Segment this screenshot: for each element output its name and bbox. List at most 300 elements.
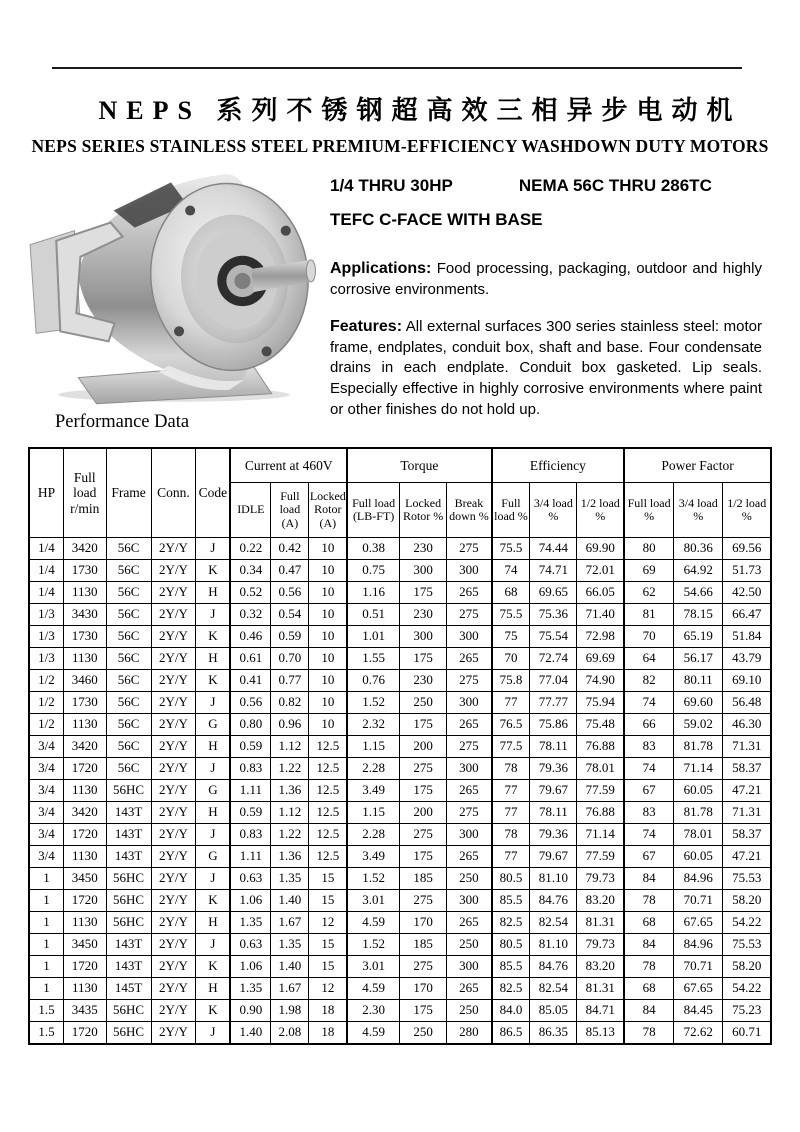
table-cell: 1/2 bbox=[29, 692, 63, 714]
table-cell: J bbox=[196, 868, 230, 890]
table-cell: 70 bbox=[624, 626, 673, 648]
table-cell: 1 bbox=[29, 868, 63, 890]
table-cell: 0.59 bbox=[230, 736, 270, 758]
table-cell: 250 bbox=[447, 934, 492, 956]
table-cell: 78.11 bbox=[530, 736, 577, 758]
table-cell: 12.5 bbox=[309, 758, 347, 780]
table-cell: G bbox=[196, 714, 230, 736]
table-cell: 1.55 bbox=[347, 648, 399, 670]
table-cell: 67 bbox=[624, 780, 673, 802]
table-cell: 300 bbox=[447, 824, 492, 846]
col-header-full-load-a: Full load (A) bbox=[271, 483, 309, 538]
table-row bbox=[29, 802, 771, 824]
table-cell: 66 bbox=[624, 714, 673, 736]
table-cell: 1.11 bbox=[230, 780, 270, 802]
table-cell: 1/3 bbox=[29, 604, 63, 626]
table-cell: 2Y/Y bbox=[151, 626, 196, 648]
table-cell: 0.70 bbox=[271, 648, 309, 670]
table-cell: 275 bbox=[447, 604, 492, 626]
table-cell: 78 bbox=[492, 824, 530, 846]
table-cell: 54.66 bbox=[674, 582, 723, 604]
table-cell: 56HC bbox=[106, 890, 151, 912]
table-cell: 60.71 bbox=[723, 1022, 771, 1045]
table-cell: 1.35 bbox=[271, 868, 309, 890]
table-cell: 0.34 bbox=[230, 560, 270, 582]
table-cell: 185 bbox=[400, 934, 447, 956]
table-cell: 1720 bbox=[63, 824, 106, 846]
table-cell: 77 bbox=[492, 780, 530, 802]
table-cell: 72.62 bbox=[674, 1022, 723, 1045]
performance-table-body bbox=[29, 538, 771, 1045]
table-cell: 12.5 bbox=[309, 824, 347, 846]
table-cell: 143T bbox=[106, 846, 151, 868]
table-cell: 56C bbox=[106, 560, 151, 582]
table-cell: 10 bbox=[309, 538, 347, 560]
table-cell: 2Y/Y bbox=[151, 978, 196, 1000]
table-cell: 0.38 bbox=[347, 538, 399, 560]
table-cell: 83 bbox=[624, 736, 673, 758]
table-cell: 69.69 bbox=[577, 648, 624, 670]
table-cell: 86.5 bbox=[492, 1022, 530, 1045]
table-cell: 1.5 bbox=[29, 1022, 63, 1045]
table-cell: 1.15 bbox=[347, 802, 399, 824]
hp-range: 1/4 THRU 30HP bbox=[330, 176, 453, 195]
table-cell: 250 bbox=[400, 692, 447, 714]
table-cell: 82.54 bbox=[530, 978, 577, 1000]
table-cell: 0.56 bbox=[271, 582, 309, 604]
table-cell: 10 bbox=[309, 648, 347, 670]
table-cell: 75.23 bbox=[723, 1000, 771, 1022]
table-cell: 275 bbox=[400, 824, 447, 846]
table-cell: 3/4 bbox=[29, 758, 63, 780]
table-cell: J bbox=[196, 758, 230, 780]
table-cell: 1 bbox=[29, 934, 63, 956]
col-header-pf-full: Full load % bbox=[624, 483, 673, 538]
table-cell: 1.15 bbox=[347, 736, 399, 758]
table-cell: 84 bbox=[624, 934, 673, 956]
table-cell: 2Y/Y bbox=[151, 736, 196, 758]
table-cell: 68 bbox=[624, 912, 673, 934]
table-cell: 4.59 bbox=[347, 1022, 399, 1045]
table-cell: 78.01 bbox=[674, 824, 723, 846]
table-cell: 2Y/Y bbox=[151, 1022, 196, 1045]
table-row bbox=[29, 1000, 771, 1022]
table-row bbox=[29, 846, 771, 868]
table-cell: 1/3 bbox=[29, 648, 63, 670]
table-cell: 1.67 bbox=[271, 912, 309, 934]
features-label: Features: bbox=[330, 317, 403, 335]
table-cell: 56C bbox=[106, 692, 151, 714]
table-cell: 81 bbox=[624, 604, 673, 626]
table-cell: 69.60 bbox=[674, 692, 723, 714]
table-cell: 0.77 bbox=[271, 670, 309, 692]
table-cell: 3.01 bbox=[347, 890, 399, 912]
table-cell: 1.98 bbox=[271, 1000, 309, 1022]
table-cell: 0.83 bbox=[230, 758, 270, 780]
table-cell: 43.79 bbox=[723, 648, 771, 670]
table-cell: 75.5 bbox=[492, 604, 530, 626]
group-header-torque: Torque bbox=[347, 448, 491, 483]
table-cell: 78.01 bbox=[577, 758, 624, 780]
table-cell: 56HC bbox=[106, 868, 151, 890]
table-cell: 85.5 bbox=[492, 956, 530, 978]
col-header-breakdown-pct: Break down % bbox=[447, 483, 492, 538]
table-row bbox=[29, 736, 771, 758]
table-cell: 78.11 bbox=[530, 802, 577, 824]
table-cell: 275 bbox=[400, 758, 447, 780]
table-cell: 77.59 bbox=[577, 846, 624, 868]
table-cell: 71.40 bbox=[577, 604, 624, 626]
col-header-full-load-rpm: Full load r/min bbox=[63, 448, 106, 538]
table-cell: 1.35 bbox=[271, 934, 309, 956]
table-cell: 69.10 bbox=[723, 670, 771, 692]
table-cell: H bbox=[196, 802, 230, 824]
table-row bbox=[29, 934, 771, 956]
table-cell: 84.96 bbox=[674, 868, 723, 890]
table-cell: 51.84 bbox=[723, 626, 771, 648]
table-cell: 1130 bbox=[63, 582, 106, 604]
col-header-conn: Conn. bbox=[151, 448, 196, 538]
table-cell: 71.31 bbox=[723, 802, 771, 824]
applications-label: Applications: bbox=[330, 259, 432, 277]
table-cell: 0.42 bbox=[271, 538, 309, 560]
table-cell: 56.17 bbox=[674, 648, 723, 670]
table-cell: 1.36 bbox=[271, 846, 309, 868]
table-cell: J bbox=[196, 824, 230, 846]
table-cell: 275 bbox=[400, 956, 447, 978]
table-cell: 275 bbox=[400, 890, 447, 912]
table-row bbox=[29, 780, 771, 802]
table-cell: 74.90 bbox=[577, 670, 624, 692]
table-row bbox=[29, 758, 771, 780]
table-cell: 80.36 bbox=[674, 538, 723, 560]
table-cell: 0.61 bbox=[230, 648, 270, 670]
col-header-eff-three-quarter: 3/4 load % bbox=[530, 483, 577, 538]
table-cell: G bbox=[196, 780, 230, 802]
table-cell: 2Y/Y bbox=[151, 714, 196, 736]
table-cell: 75.8 bbox=[492, 670, 530, 692]
table-cell: 69.65 bbox=[530, 582, 577, 604]
enclosure-spec: TEFC C-FACE WITH BASE bbox=[330, 210, 543, 230]
table-cell: 56HC bbox=[106, 1000, 151, 1022]
table-cell: 75.94 bbox=[577, 692, 624, 714]
table-cell: 3430 bbox=[63, 604, 106, 626]
table-cell: J bbox=[196, 692, 230, 714]
table-cell: 2Y/Y bbox=[151, 956, 196, 978]
table-cell: 1/2 bbox=[29, 714, 63, 736]
table-cell: 1.40 bbox=[230, 1022, 270, 1045]
table-cell: 1 bbox=[29, 912, 63, 934]
table-cell: 2Y/Y bbox=[151, 758, 196, 780]
table-cell: J bbox=[196, 604, 230, 626]
table-row bbox=[29, 1022, 771, 1045]
table-cell: 79.73 bbox=[577, 868, 624, 890]
performance-data-heading: Performance Data bbox=[55, 412, 190, 432]
table-cell: 76.88 bbox=[577, 802, 624, 824]
table-cell: 300 bbox=[400, 560, 447, 582]
table-cell: 250 bbox=[400, 1022, 447, 1045]
col-header-locked-rotor-pct: Locked Rotor % bbox=[400, 483, 447, 538]
table-cell: 80.11 bbox=[674, 670, 723, 692]
table-cell: 1130 bbox=[63, 714, 106, 736]
table-cell: 3/4 bbox=[29, 824, 63, 846]
table-cell: 12.5 bbox=[309, 846, 347, 868]
table-cell: 10 bbox=[309, 670, 347, 692]
table-cell: 1.35 bbox=[230, 912, 270, 934]
table-cell: 12 bbox=[309, 912, 347, 934]
table-cell: 56C bbox=[106, 582, 151, 604]
table-cell: 1.52 bbox=[347, 934, 399, 956]
table-cell: 275 bbox=[447, 802, 492, 824]
table-row bbox=[29, 648, 771, 670]
table-row bbox=[29, 538, 771, 560]
table-cell: 74 bbox=[624, 824, 673, 846]
table-cell: J bbox=[196, 538, 230, 560]
table-cell: 2Y/Y bbox=[151, 824, 196, 846]
table-cell: 10 bbox=[309, 604, 347, 626]
table-cell: 56C bbox=[106, 670, 151, 692]
table-cell: 2.30 bbox=[347, 1000, 399, 1022]
table-cell: 1730 bbox=[63, 692, 106, 714]
table-cell: 1.36 bbox=[271, 780, 309, 802]
group-header-efficiency: Efficiency bbox=[492, 448, 624, 483]
table-row bbox=[29, 692, 771, 714]
table-cell: K bbox=[196, 670, 230, 692]
table-cell: 66.05 bbox=[577, 582, 624, 604]
table-cell: 265 bbox=[447, 780, 492, 802]
table-cell: 1/4 bbox=[29, 560, 63, 582]
table-cell: 85.05 bbox=[530, 1000, 577, 1022]
table-row bbox=[29, 956, 771, 978]
table-cell: 1.16 bbox=[347, 582, 399, 604]
table-cell: J bbox=[196, 1022, 230, 1045]
table-cell: 18 bbox=[309, 1000, 347, 1022]
table-cell: 275 bbox=[447, 736, 492, 758]
table-cell: 230 bbox=[400, 538, 447, 560]
table-cell: 0.75 bbox=[347, 560, 399, 582]
table-cell: 230 bbox=[400, 604, 447, 626]
table-cell: 265 bbox=[447, 978, 492, 1000]
table-cell: 12 bbox=[309, 978, 347, 1000]
table-cell: 2Y/Y bbox=[151, 692, 196, 714]
table-cell: 170 bbox=[400, 912, 447, 934]
table-cell: 65.19 bbox=[674, 626, 723, 648]
table-cell: 75.53 bbox=[723, 868, 771, 890]
table-cell: 200 bbox=[400, 802, 447, 824]
table-cell: 1.22 bbox=[271, 824, 309, 846]
table-cell: 85.5 bbox=[492, 890, 530, 912]
table-cell: 69.56 bbox=[723, 538, 771, 560]
table-cell: 72.01 bbox=[577, 560, 624, 582]
applications-paragraph bbox=[330, 258, 762, 301]
table-cell: 79.73 bbox=[577, 934, 624, 956]
table-cell: 70 bbox=[492, 648, 530, 670]
table-cell: 79.36 bbox=[530, 758, 577, 780]
table-cell: 0.96 bbox=[271, 714, 309, 736]
table-cell: 77.04 bbox=[530, 670, 577, 692]
table-cell: 3.01 bbox=[347, 956, 399, 978]
table-row bbox=[29, 626, 771, 648]
table-cell: 69.90 bbox=[577, 538, 624, 560]
table-cell: 54.22 bbox=[723, 912, 771, 934]
table-cell: 143T bbox=[106, 802, 151, 824]
table-cell: 10 bbox=[309, 582, 347, 604]
page-title-english: NEPS SERIES STAINLESS STEEL PREMIUM-EFFICIENCY WASHDOWN DUTY MOTORS bbox=[31, 136, 769, 156]
table-cell: K bbox=[196, 956, 230, 978]
table-cell: 3.49 bbox=[347, 780, 399, 802]
table-cell: 64.92 bbox=[674, 560, 723, 582]
table-cell: 15 bbox=[309, 956, 347, 978]
table-cell: 1.22 bbox=[271, 758, 309, 780]
table-cell: 47.21 bbox=[723, 780, 771, 802]
table-cell: 3435 bbox=[63, 1000, 106, 1022]
table-cell: 0.82 bbox=[271, 692, 309, 714]
table-cell: 75 bbox=[492, 626, 530, 648]
table-cell: 1.12 bbox=[271, 802, 309, 824]
table-cell: 56HC bbox=[106, 1022, 151, 1045]
col-header-eff-full: Full load % bbox=[492, 483, 530, 538]
table-cell: 84.45 bbox=[674, 1000, 723, 1022]
table-cell: 18 bbox=[309, 1022, 347, 1045]
table-row bbox=[29, 670, 771, 692]
table-cell: 143T bbox=[106, 956, 151, 978]
table-cell: 84 bbox=[624, 1000, 673, 1022]
table-cell: 3450 bbox=[63, 868, 106, 890]
table-cell: 1/4 bbox=[29, 538, 63, 560]
table-cell: 79.67 bbox=[530, 780, 577, 802]
table-cell: 81.78 bbox=[674, 736, 723, 758]
table-cell: 1.11 bbox=[230, 846, 270, 868]
table-cell: 1.5 bbox=[29, 1000, 63, 1022]
table-cell: 67.65 bbox=[674, 978, 723, 1000]
table-cell: 82.5 bbox=[492, 912, 530, 934]
table-cell: 250 bbox=[447, 868, 492, 890]
table-cell: 2Y/Y bbox=[151, 560, 196, 582]
table-cell: 300 bbox=[447, 560, 492, 582]
table-cell: 0.32 bbox=[230, 604, 270, 626]
table-cell: 0.80 bbox=[230, 714, 270, 736]
table-cell: 56C bbox=[106, 758, 151, 780]
col-header-eff-half: 1/2 load % bbox=[577, 483, 624, 538]
table-cell: 1.35 bbox=[230, 978, 270, 1000]
table-cell: 2Y/Y bbox=[151, 934, 196, 956]
table-cell: 62 bbox=[624, 582, 673, 604]
table-cell: 2Y/Y bbox=[151, 538, 196, 560]
table-cell: 83.20 bbox=[577, 890, 624, 912]
table-cell: 1730 bbox=[63, 626, 106, 648]
table-cell: 2.32 bbox=[347, 714, 399, 736]
table-cell: K bbox=[196, 1000, 230, 1022]
table-cell: 300 bbox=[447, 956, 492, 978]
table-cell: 70.71 bbox=[674, 956, 723, 978]
table-cell: 1/3 bbox=[29, 626, 63, 648]
col-header-frame: Frame bbox=[106, 448, 151, 538]
table-cell: 68 bbox=[492, 582, 530, 604]
table-row bbox=[29, 582, 771, 604]
table-cell: 0.41 bbox=[230, 670, 270, 692]
table-cell: 2Y/Y bbox=[151, 604, 196, 626]
table-row bbox=[29, 912, 771, 934]
table-cell: 2Y/Y bbox=[151, 846, 196, 868]
group-header-current: Current at 460V bbox=[230, 448, 347, 483]
table-cell: H bbox=[196, 582, 230, 604]
table-cell: 1130 bbox=[63, 648, 106, 670]
table-cell: 1.12 bbox=[271, 736, 309, 758]
table-cell: 3/4 bbox=[29, 780, 63, 802]
table-cell: 70.71 bbox=[674, 890, 723, 912]
table-cell: 54.22 bbox=[723, 978, 771, 1000]
table-cell: 59.02 bbox=[674, 714, 723, 736]
table-cell: 300 bbox=[447, 890, 492, 912]
table-cell: 84.76 bbox=[530, 890, 577, 912]
table-cell: 77.5 bbox=[492, 736, 530, 758]
table-cell: 3450 bbox=[63, 934, 106, 956]
table-cell: 84.76 bbox=[530, 956, 577, 978]
product-summary bbox=[330, 176, 762, 420]
table-cell: 3/4 bbox=[29, 736, 63, 758]
table-cell: 275 bbox=[447, 538, 492, 560]
table-cell: 84.96 bbox=[674, 934, 723, 956]
table-cell: 0.54 bbox=[271, 604, 309, 626]
table-cell: 1.06 bbox=[230, 956, 270, 978]
table-row bbox=[29, 890, 771, 912]
table-cell: 1.01 bbox=[347, 626, 399, 648]
table-cell: 300 bbox=[400, 626, 447, 648]
table-cell: 0.22 bbox=[230, 538, 270, 560]
table-row bbox=[29, 560, 771, 582]
table-cell: 1720 bbox=[63, 758, 106, 780]
table-cell: 77 bbox=[492, 692, 530, 714]
table-cell: 175 bbox=[400, 714, 447, 736]
table-cell: 10 bbox=[309, 692, 347, 714]
table-cell: 265 bbox=[447, 648, 492, 670]
table-cell: 58.20 bbox=[723, 890, 771, 912]
table-cell: 15 bbox=[309, 868, 347, 890]
table-cell: 2Y/Y bbox=[151, 648, 196, 670]
table-cell: 4.59 bbox=[347, 978, 399, 1000]
table-cell: 170 bbox=[400, 978, 447, 1000]
table-cell: 1 bbox=[29, 956, 63, 978]
table-cell: K bbox=[196, 890, 230, 912]
table-cell: 1.67 bbox=[271, 978, 309, 1000]
table-cell: 56C bbox=[106, 604, 151, 626]
table-cell: 1130 bbox=[63, 780, 106, 802]
nema-range: NEMA 56C THRU 286TC bbox=[518, 176, 712, 195]
table-cell: 60.05 bbox=[674, 780, 723, 802]
table-cell: 250 bbox=[447, 1000, 492, 1022]
table-cell: 56HC bbox=[106, 912, 151, 934]
table-cell: 2Y/Y bbox=[151, 670, 196, 692]
table-cell: 78 bbox=[624, 890, 673, 912]
table-cell: 300 bbox=[447, 626, 492, 648]
table-cell: 82.54 bbox=[530, 912, 577, 934]
table-cell: 56C bbox=[106, 736, 151, 758]
table-row bbox=[29, 714, 771, 736]
table-cell: 77.77 bbox=[530, 692, 577, 714]
table-cell: 143T bbox=[106, 824, 151, 846]
table-cell: 75.53 bbox=[723, 934, 771, 956]
table-cell: 74.44 bbox=[530, 538, 577, 560]
table-cell: 77.59 bbox=[577, 780, 624, 802]
table-cell: 12.5 bbox=[309, 736, 347, 758]
table-cell: 0.63 bbox=[230, 868, 270, 890]
table-cell: 75.86 bbox=[530, 714, 577, 736]
table-cell: 71.31 bbox=[723, 736, 771, 758]
table-cell: 1.40 bbox=[271, 956, 309, 978]
table-cell: 56C bbox=[106, 626, 151, 648]
table-cell: 3/4 bbox=[29, 802, 63, 824]
table-cell: 1730 bbox=[63, 560, 106, 582]
